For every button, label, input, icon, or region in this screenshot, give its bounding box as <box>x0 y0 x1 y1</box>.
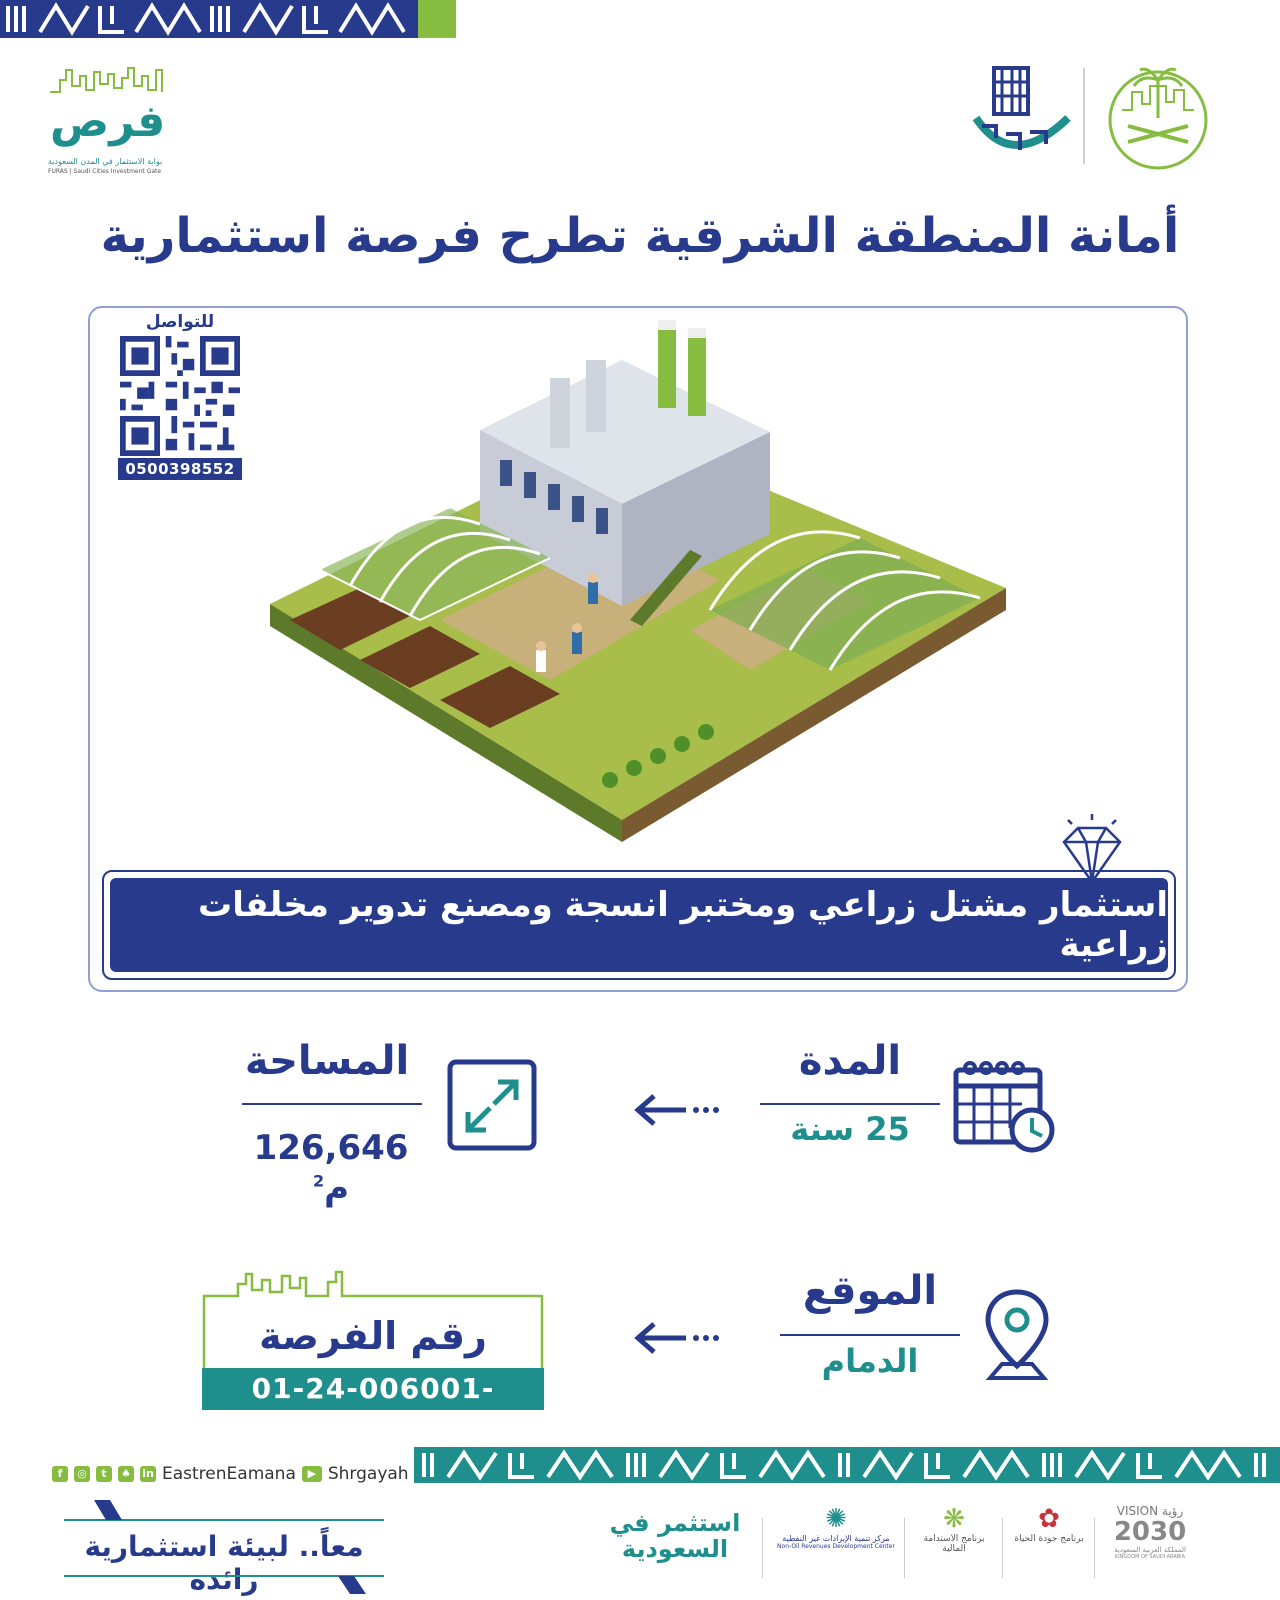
vision-ar: رؤية <box>1161 1504 1184 1518</box>
opportunity-number-label: رقم الفرصة <box>259 1314 487 1358</box>
furas-wordmark: فرص <box>50 96 166 147</box>
contact-qr-block <box>118 312 242 484</box>
furas-subtitle: بوابة الاستثمار في المدن السعودية <box>48 157 163 166</box>
vision-2030-logo <box>1100 1500 1200 1590</box>
bottom-pattern-band <box>414 1447 1280 1483</box>
nord-name-ar: مركز تنمية الإيرادات غير النفطية <box>782 1534 890 1543</box>
duration-label: المدة <box>798 1038 902 1084</box>
isometric-farm-icon <box>250 320 1030 850</box>
arrow-left-icon <box>634 1090 724 1130</box>
calendar-clock-icon <box>952 1058 1058 1154</box>
opportunity-number-box <box>202 1270 544 1447</box>
area-label: المساحة <box>244 1038 410 1084</box>
top-green-square <box>418 0 456 38</box>
snapchat-icon[interactable]: ♠ <box>118 1466 134 1482</box>
fiscal-sustainability-logo <box>914 1500 994 1590</box>
page-title: أمانة المنطقة الشرقية تطرح فرصة استثمارية <box>100 208 1180 264</box>
duration-value: 25 سنة <box>790 1110 910 1148</box>
qol-emblem-icon: ✿ <box>1038 1504 1060 1534</box>
expand-arrows-icon <box>446 1058 538 1154</box>
top-pattern-band <box>0 0 456 38</box>
twitter-icon[interactable]: t <box>96 1466 112 1482</box>
duration-divider <box>760 1103 940 1105</box>
partner-logos <box>600 1500 1240 1590</box>
instagram-icon[interactable]: ◎ <box>74 1466 90 1482</box>
partner-divider <box>1094 1518 1095 1578</box>
qr-code[interactable] <box>120 336 240 456</box>
social-handle-main[interactable]: EastrenEamana <box>162 1464 296 1484</box>
opportunity-title: استثمار مشتل زراعي ومختبر انسجة ومصنع تدوير مخلفات زراعية <box>110 878 1168 972</box>
vision-year: 2030 <box>1113 1517 1187 1547</box>
social-handle-youtube[interactable]: Shrgayah <box>327 1464 409 1484</box>
location-value: الدمام <box>821 1342 919 1380</box>
location-label: الموقع <box>802 1268 938 1314</box>
facebook-icon[interactable]: f <box>52 1466 68 1482</box>
qr-code-icon <box>120 336 240 456</box>
partner-divider <box>1002 1518 1003 1578</box>
agricultural-facility-illustration <box>250 320 1030 850</box>
slogan-text: معاً.. لبيئة استثمارية رائدة <box>84 1530 364 1596</box>
partner-divider <box>904 1518 905 1578</box>
fiscal-emblem-icon: ❋ <box>943 1504 965 1534</box>
area-unit-superscript: 2 <box>312 1171 325 1191</box>
social-media-row <box>52 1462 409 1486</box>
quality-of-life-logo <box>1012 1500 1086 1590</box>
location-divider <box>780 1334 960 1336</box>
government-logos <box>972 62 1242 174</box>
qol-name: برنامج جودة الحياة <box>1014 1534 1084 1544</box>
pattern-svg <box>0 0 418 38</box>
slogan-decoration-top <box>64 1496 384 1530</box>
municipality-logos-icon <box>972 62 1242 174</box>
invest-saudi-logo <box>600 1500 750 1590</box>
slogan-decoration-bottom <box>64 1572 384 1596</box>
area-divider <box>242 1103 422 1105</box>
partner-divider <box>762 1518 763 1578</box>
contact-phone[interactable]: 0500398552 <box>118 458 242 480</box>
contact-label: للتواصل <box>145 312 215 332</box>
area-value-text: 126,646 م <box>253 1128 409 1208</box>
opportunity-title-banner <box>102 870 1176 980</box>
vision-kingdom-ar: المملكة العربية السعودية <box>1114 1546 1186 1554</box>
furas-skyline-icon <box>48 62 168 96</box>
opportunity-number-value: 01-24-006001-19006 <box>202 1368 544 1410</box>
fiscal-name: برنامج الاستدامة المالية <box>923 1534 985 1554</box>
nord-logo <box>776 1500 896 1590</box>
area-value <box>234 1128 428 1208</box>
linkedin-icon[interactable]: in <box>140 1466 156 1482</box>
location-pin-icon <box>982 1288 1052 1384</box>
arrow-left-icon <box>634 1318 724 1358</box>
vision-en: VISION <box>1116 1504 1159 1518</box>
furas-subtitle-en: FURAS | Saudi Cities Investment Gate <box>48 168 162 175</box>
invest-saudi-text: استثمر في السعودية <box>609 1509 741 1563</box>
youtube-icon[interactable]: ▶ <box>302 1466 322 1482</box>
nord-name-en: Non-Oil Revenues Development Center <box>777 1543 895 1550</box>
vision-kingdom-en: KINGDOM OF SAUDI ARABIA <box>1114 1554 1186 1560</box>
nord-emblem-icon: ✺ <box>825 1504 847 1534</box>
furas-logo <box>44 62 184 180</box>
